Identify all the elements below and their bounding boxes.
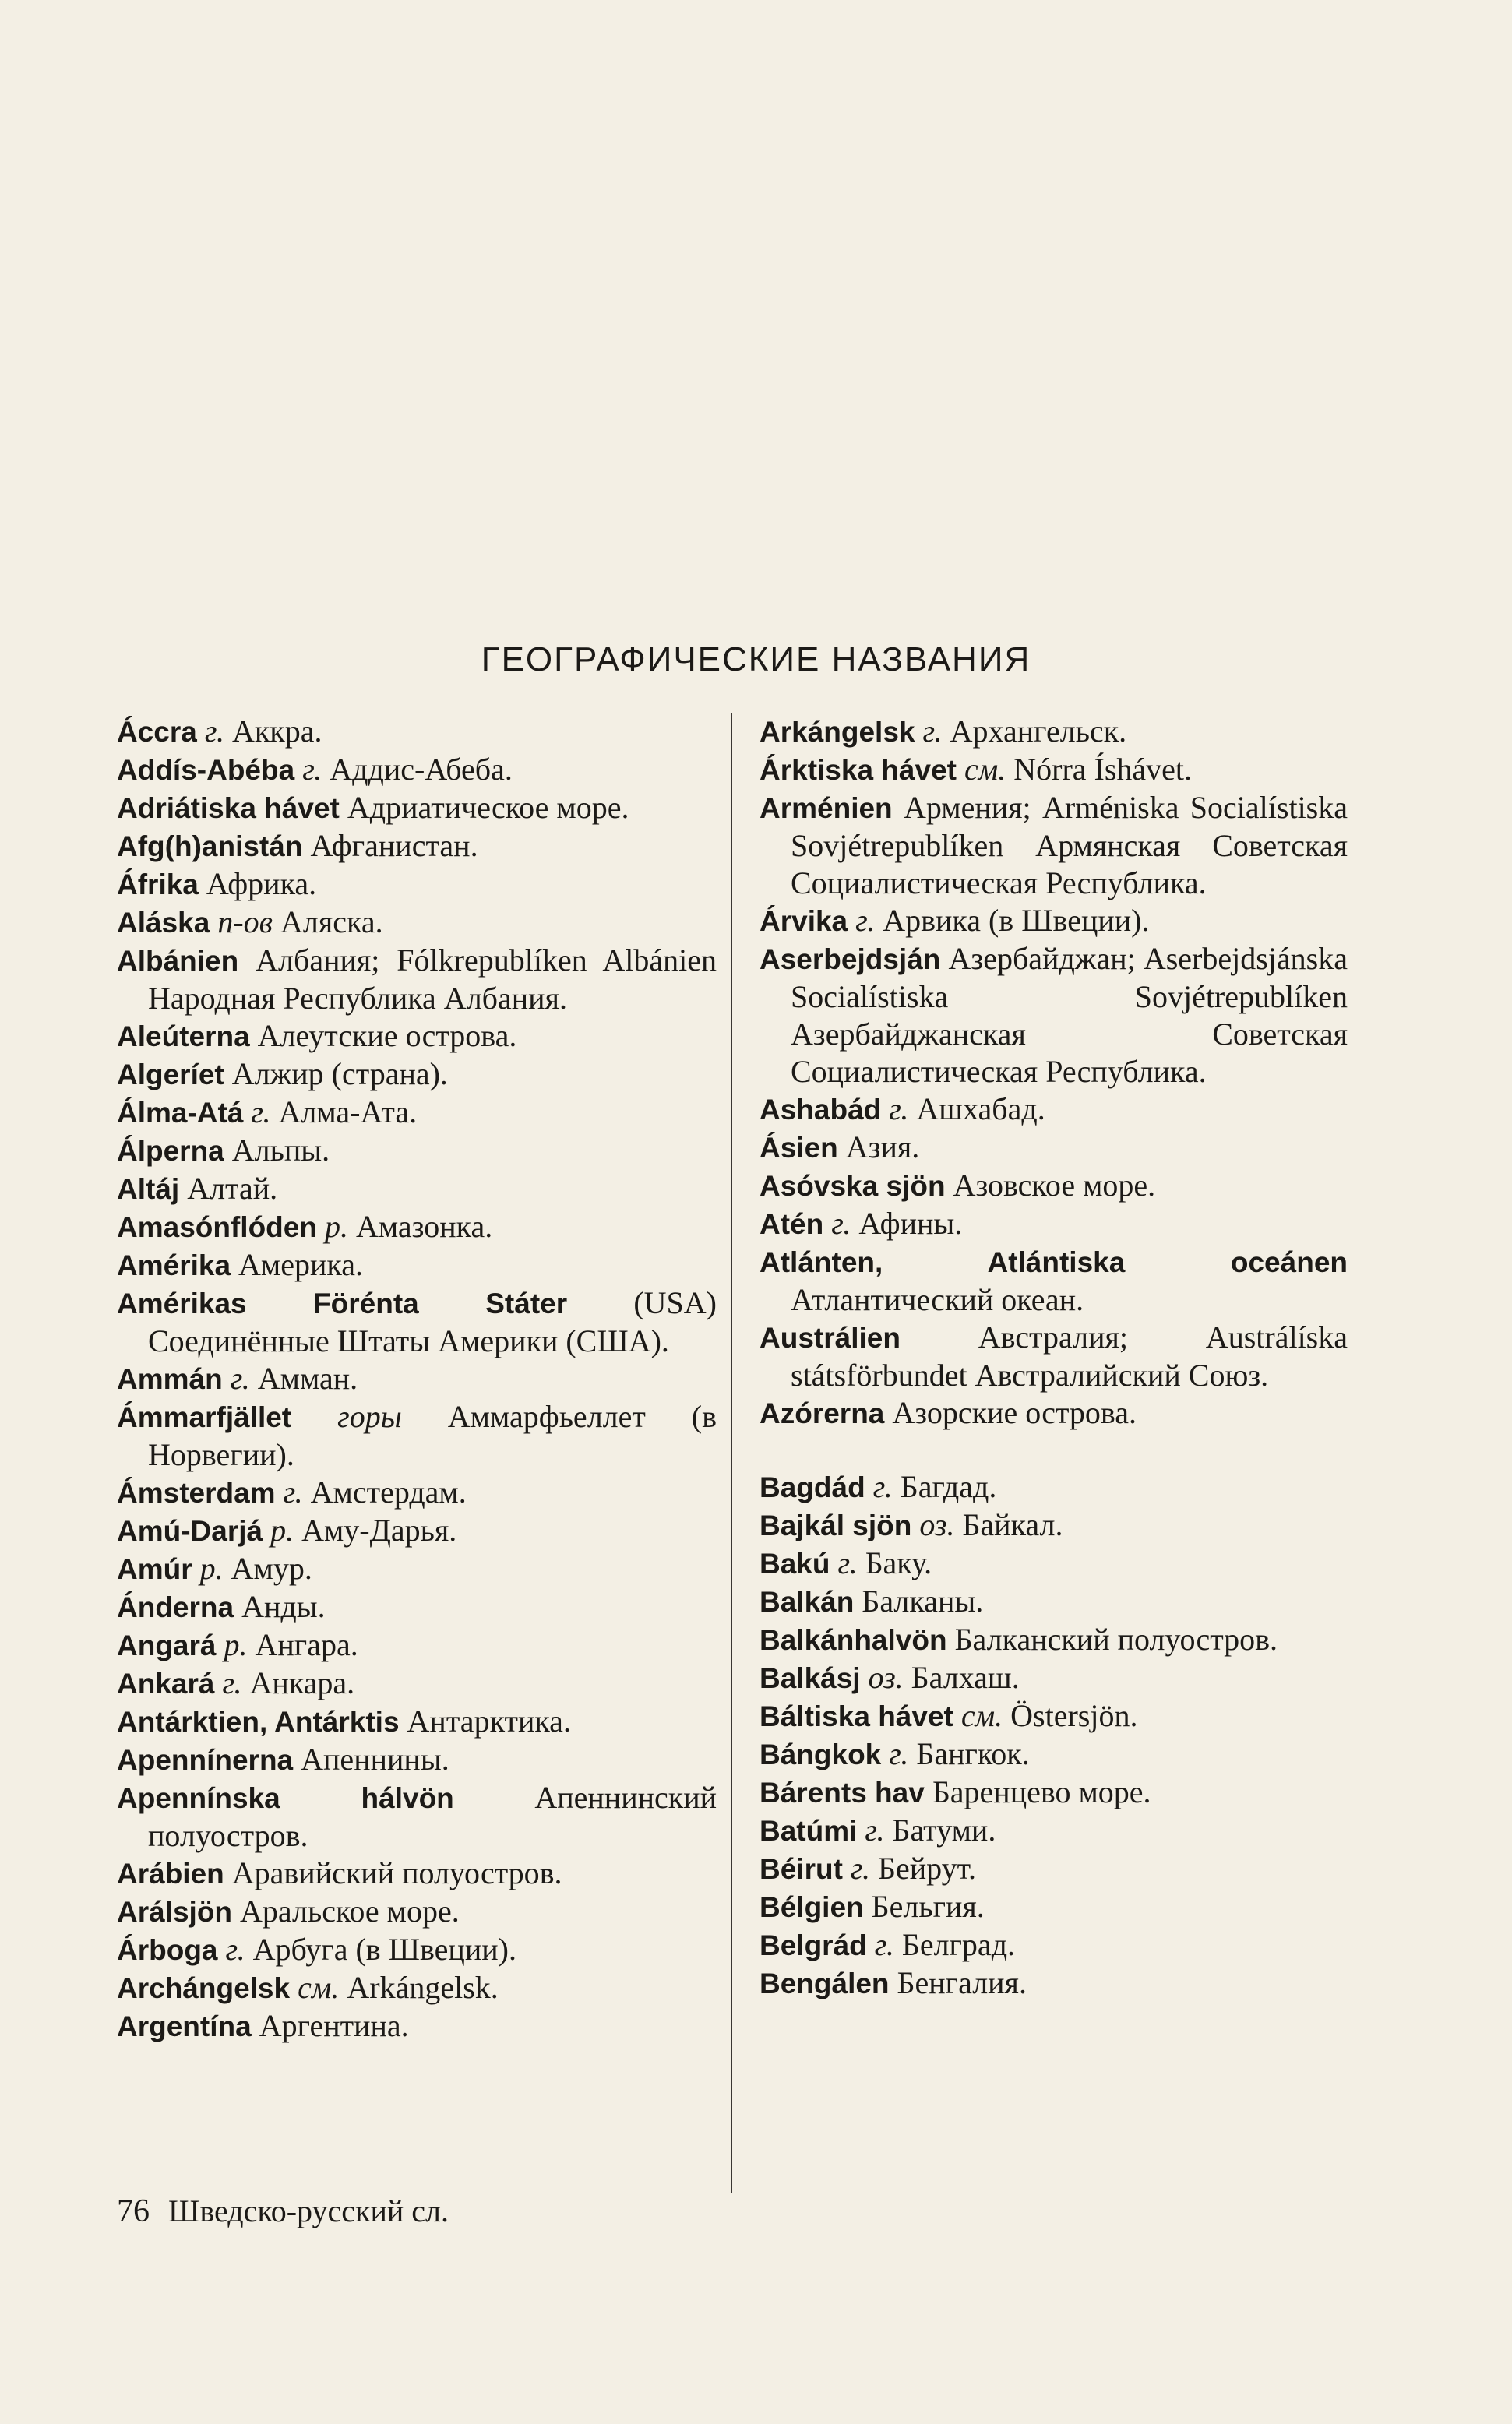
entry-translation: Африка. bbox=[206, 866, 317, 901]
entry-headword: Amasónflóden bbox=[117, 1211, 317, 1243]
entry-translation: Апеннинский полуостров. bbox=[148, 1780, 717, 1853]
entry-headword: Bángkok bbox=[760, 1739, 882, 1770]
entry-abbreviation: г. bbox=[204, 713, 224, 749]
dictionary-entry bbox=[117, 1550, 717, 1588]
dictionary-entry bbox=[760, 713, 1348, 751]
entry-translation: Австралия; Austrálíska státsförbundet Австралийский Союз. bbox=[791, 1319, 1348, 1393]
entry-translation: Афганистан. bbox=[310, 828, 478, 863]
dictionary-entry bbox=[117, 1741, 717, 1779]
entry-headword: Argentína bbox=[117, 2010, 252, 2042]
entry-translation: Аккра. bbox=[231, 713, 322, 749]
entry-headword: Bélgien bbox=[760, 1891, 864, 1923]
dictionary-entry bbox=[760, 1888, 1348, 1926]
entry-headword: Atlánten, Atlántiska oceánen bbox=[760, 1246, 1348, 1278]
entry-abbreviation: г. bbox=[889, 1736, 909, 1771]
entry-abbreviation: г. bbox=[302, 752, 322, 787]
entry-headword: Apennínerna bbox=[117, 1744, 294, 1776]
entry-headword: Altáj bbox=[117, 1173, 180, 1205]
entry-abbreviation: г. bbox=[850, 1851, 870, 1886]
entry-headword: Amúr bbox=[117, 1553, 192, 1585]
dictionary-entry bbox=[117, 1055, 717, 1094]
entry-abbreviation: г. bbox=[251, 1094, 271, 1129]
entry-headword: Bagdád bbox=[760, 1471, 865, 1503]
entry-headword: Apennínska hálvön bbox=[117, 1782, 454, 1814]
entry-headword: Bárents hav bbox=[760, 1777, 925, 1809]
entry-headword: Afg(h)anistán bbox=[117, 830, 303, 862]
dictionary-entry bbox=[760, 940, 1348, 1090]
entry-headword: Bengálen bbox=[760, 1968, 890, 1999]
dictionary-entry bbox=[117, 1094, 717, 1132]
entry-translation: Арвика (в Швеции). bbox=[883, 903, 1150, 938]
entry-headword: Ankará bbox=[117, 1668, 215, 1700]
entry-translation: Балканский полуостров. bbox=[954, 1622, 1278, 1657]
entry-headword: Balkán bbox=[760, 1586, 855, 1618]
entry-headword: Balkásj bbox=[760, 1662, 861, 1694]
entry-headword: Áfrika bbox=[117, 868, 199, 900]
dictionary-entry bbox=[760, 1697, 1348, 1735]
entry-translation: Азия. bbox=[845, 1129, 920, 1164]
entry-headword: Amú-Darjá bbox=[117, 1515, 263, 1547]
entry-translation: Балканы. bbox=[862, 1584, 984, 1619]
page-heading: ГЕОГРАФИЧЕСКИЕ НАЗВАНИЯ bbox=[481, 640, 1031, 678]
entry-headword: Béirut bbox=[760, 1853, 843, 1885]
entry-translation: Nórra Íshávet. bbox=[1013, 752, 1193, 787]
entry-headword: Ammán bbox=[117, 1363, 223, 1395]
entry-headword: Aláska bbox=[117, 907, 210, 939]
entry-abbreviation: г. bbox=[837, 1545, 858, 1580]
entry-translation: Бангкок. bbox=[916, 1736, 1030, 1771]
right-column bbox=[760, 713, 1348, 2003]
dictionary-entry bbox=[760, 1167, 1348, 1205]
dictionary-entry bbox=[760, 1659, 1348, 1697]
entry-abbreviation: г. bbox=[865, 1813, 885, 1848]
entry-translation: Багдад. bbox=[900, 1469, 997, 1504]
entry-translation: Азовское море. bbox=[953, 1168, 1156, 1203]
entry-translation: Альпы. bbox=[231, 1133, 330, 1168]
entry-translation: Алма-Ата. bbox=[278, 1094, 418, 1129]
entry-headword: Ámsterdam bbox=[117, 1477, 276, 1509]
dictionary-entry bbox=[117, 865, 717, 904]
entry-headword: Atén bbox=[760, 1208, 824, 1240]
dictionary-entry bbox=[760, 1850, 1348, 1888]
dictionary-entry bbox=[117, 789, 717, 827]
entry-translation: Америка. bbox=[238, 1247, 363, 1282]
entry-headword: Aserbejdsján bbox=[760, 943, 941, 975]
entry-headword: Ashabád bbox=[760, 1094, 882, 1126]
entry-headword: Amérika bbox=[117, 1249, 231, 1281]
entry-abbreviation: см. bbox=[964, 752, 1006, 787]
entry-translation: Бенгалия. bbox=[897, 1965, 1027, 2000]
dictionary-entry bbox=[117, 1398, 717, 1474]
dictionary-entry bbox=[117, 1284, 717, 1360]
dictionary-entry bbox=[760, 1319, 1348, 1394]
left-column bbox=[117, 713, 717, 2045]
dictionary-entry bbox=[760, 1090, 1348, 1129]
entry-abbreviation: р. bbox=[270, 1513, 294, 1548]
entry-abbreviation: г. bbox=[922, 713, 943, 749]
dictionary-entry bbox=[117, 1512, 717, 1550]
entry-translation: Амазонка. bbox=[355, 1209, 493, 1244]
page-number: 76 bbox=[117, 2193, 150, 2229]
dictionary-entry bbox=[760, 1964, 1348, 2003]
dictionary-entry bbox=[760, 902, 1348, 940]
entry-translation: Атлантический океан. bbox=[791, 1282, 1084, 1317]
dictionary-entry bbox=[117, 1132, 717, 1170]
entry-headword: Arábien bbox=[117, 1858, 224, 1890]
entry-abbreviation: г. bbox=[889, 1091, 909, 1126]
entry-translation: Афины. bbox=[858, 1206, 963, 1241]
dictionary-entry bbox=[760, 1205, 1348, 1243]
entry-translation: Аммарфьеллет (в Норвегии). bbox=[148, 1399, 717, 1472]
dictionary-entry bbox=[117, 904, 717, 942]
dictionary-entry bbox=[760, 751, 1348, 789]
entry-headword: Árktiska hávet bbox=[760, 754, 957, 786]
entry-translation: Аляска. bbox=[280, 904, 383, 939]
dictionary-entry bbox=[117, 713, 717, 751]
entry-headword: Aleúterna bbox=[117, 1020, 250, 1052]
entry-translation: Байкал. bbox=[962, 1507, 1063, 1542]
entry-headword: Bajkál sjön bbox=[760, 1510, 912, 1541]
entry-headword: Addís-Abéba bbox=[117, 754, 295, 786]
dictionary-entry bbox=[117, 1208, 717, 1246]
dictionary-entry bbox=[117, 1170, 717, 1208]
dictionary-entry bbox=[117, 751, 717, 789]
entry-abbreviation: см. bbox=[298, 1970, 340, 2005]
entry-translation: Аму-Дарья. bbox=[301, 1513, 457, 1548]
entry-headword: Álma-Atá bbox=[117, 1097, 244, 1129]
entry-headword: Ánderna bbox=[117, 1591, 234, 1623]
entry-abbreviation: см. bbox=[960, 1698, 1003, 1733]
entry-translation: Армения; Arméniska Socialístiska Sovjétrepublíken Армянская Советская Социалистическая Республика. bbox=[791, 790, 1348, 900]
entry-abbreviation: р. bbox=[324, 1209, 348, 1244]
footer-signature: Шведско-русский сл. bbox=[168, 2193, 449, 2228]
dictionary-entry bbox=[760, 1583, 1348, 1621]
entry-abbreviation: оз. bbox=[868, 1660, 904, 1695]
dictionary-entry bbox=[117, 827, 717, 865]
entry-headword: Antárktien, Antárktis bbox=[117, 1706, 400, 1738]
entry-translation: Апеннины. bbox=[301, 1742, 449, 1777]
dictionary-entry bbox=[117, 1246, 717, 1284]
entry-translation: Азорские острова. bbox=[892, 1395, 1137, 1430]
entry-abbreviation: г. bbox=[855, 903, 876, 938]
dictionary-entry bbox=[117, 1588, 717, 1626]
entry-abbreviation: г. bbox=[230, 1361, 250, 1396]
entry-translation: Арбуга (в Швеции). bbox=[252, 1932, 516, 1967]
dictionary-entry bbox=[760, 1394, 1348, 1432]
entry-headword: Áccra bbox=[117, 716, 197, 748]
entry-translation: Баку. bbox=[865, 1545, 932, 1580]
entry-headword: Adriátiska hávet bbox=[117, 792, 340, 824]
entry-translation: Аральское море. bbox=[240, 1894, 460, 1929]
entry-headword: Balkánhalvön bbox=[760, 1624, 947, 1656]
entry-headword: Ámmarfjället bbox=[117, 1401, 292, 1433]
entry-headword: Árboga bbox=[117, 1934, 218, 1966]
section-gap bbox=[760, 1432, 1348, 1468]
entry-translation: Алеутские острова. bbox=[257, 1018, 517, 1053]
entry-headword: Arálsjön bbox=[117, 1896, 233, 1928]
entry-abbreviation: горы bbox=[337, 1399, 402, 1434]
entry-abbreviation: п-ов bbox=[217, 904, 273, 939]
entry-translation: Алтай. bbox=[187, 1171, 278, 1206]
dictionary-entry bbox=[117, 1474, 717, 1512]
dictionary-entry bbox=[117, 1626, 717, 1665]
entry-translation: Ашхабад. bbox=[916, 1091, 1045, 1126]
entry-headword: Bakú bbox=[760, 1548, 830, 1580]
entry-headword: Albánien bbox=[117, 945, 239, 977]
entry-headword: Belgrád bbox=[760, 1929, 867, 1961]
entry-headword: Báltiska hávet bbox=[760, 1700, 953, 1732]
entry-headword: Angará bbox=[117, 1630, 217, 1661]
column-divider bbox=[731, 713, 732, 2193]
entry-headword: Asóvska sjön bbox=[760, 1170, 946, 1202]
entry-translation: Аравийский полуостров. bbox=[231, 1855, 562, 1890]
entry-translation: Батуми. bbox=[892, 1813, 996, 1848]
dictionary-entry bbox=[117, 1703, 717, 1741]
dictionary-entry bbox=[760, 789, 1348, 902]
entry-headword: Arménien bbox=[760, 792, 893, 824]
entry-translation: Амстердам. bbox=[310, 1474, 467, 1510]
dictionary-entry bbox=[760, 1468, 1348, 1506]
entry-translation: Аддис-Абеба. bbox=[330, 752, 513, 787]
dictionary-entry bbox=[117, 1779, 717, 1855]
entry-translation: Ангара. bbox=[255, 1627, 358, 1662]
dictionary-entry bbox=[117, 942, 717, 1017]
entry-translation: Албания; Fólkrepublíken Albánien Народная Республика Албания. bbox=[148, 942, 717, 1016]
entry-headword: Batúmi bbox=[760, 1815, 858, 1847]
right-column-b-section bbox=[760, 1468, 1348, 2003]
entry-abbreviation: г. bbox=[872, 1469, 893, 1504]
dictionary-entry bbox=[117, 1969, 717, 2007]
dictionary-entry bbox=[760, 1129, 1348, 1167]
dictionary-entry bbox=[117, 2007, 717, 2045]
entry-abbreviation: оз. bbox=[919, 1507, 955, 1542]
entry-translation: Амур. bbox=[231, 1551, 312, 1586]
entry-translation: Балхаш. bbox=[911, 1660, 1020, 1695]
entry-translation: Анкара. bbox=[249, 1665, 355, 1700]
entry-abbreviation: г. bbox=[283, 1474, 303, 1510]
entry-translation: Антарктика. bbox=[407, 1703, 571, 1739]
dictionary-entry bbox=[117, 1855, 717, 1893]
entry-headword: Árvika bbox=[760, 905, 848, 937]
page-footer bbox=[117, 2193, 449, 2230]
dictionary-entry bbox=[117, 1017, 717, 1055]
dictionary-entry bbox=[760, 1621, 1348, 1659]
dictionary-entry bbox=[760, 1545, 1348, 1583]
entry-headword: Álperna bbox=[117, 1135, 224, 1167]
right-column-a-section bbox=[760, 713, 1348, 1432]
entry-headword: Ásien bbox=[760, 1132, 838, 1164]
entry-abbreviation: г. bbox=[222, 1665, 242, 1700]
dictionary-entry bbox=[760, 1812, 1348, 1850]
entry-abbreviation: г. bbox=[874, 1927, 894, 1962]
entry-translation: Адриатическое море. bbox=[347, 790, 629, 825]
dictionary-entry bbox=[117, 1893, 717, 1931]
dictionary-entry bbox=[760, 1506, 1348, 1545]
entry-translation: Анды. bbox=[241, 1589, 326, 1624]
entry-headword: Austrálien bbox=[760, 1322, 901, 1354]
entry-translation: Алжир (страна). bbox=[231, 1056, 448, 1091]
dictionary-entry bbox=[760, 1735, 1348, 1774]
dictionary-entry bbox=[760, 1926, 1348, 1964]
dictionary-entry bbox=[117, 1360, 717, 1398]
entry-abbreviation: р. bbox=[199, 1551, 224, 1586]
entry-translation: (USA) Соединённые Штаты Америки (США). bbox=[148, 1285, 717, 1358]
entry-headword: Amérikas Förénta Státer bbox=[117, 1288, 568, 1319]
dictionary-entry bbox=[760, 1774, 1348, 1812]
entry-translation: Амман. bbox=[257, 1361, 358, 1396]
entry-abbreviation: р. bbox=[224, 1627, 248, 1662]
entry-translation: Östersjön. bbox=[1010, 1698, 1138, 1733]
dictionary-entry bbox=[760, 1243, 1348, 1319]
dictionary-entry bbox=[117, 1931, 717, 1969]
entry-translation: Азербайджан; Aserbejdsjánska Socialístiska Sovjétrepublíken Азербайджанская Советская Социалистическая Республика. bbox=[791, 941, 1348, 1089]
entry-translation: Бейрут. bbox=[877, 1851, 977, 1886]
entry-abbreviation: г. bbox=[225, 1932, 245, 1967]
entry-headword: Azórerna bbox=[760, 1397, 885, 1429]
entry-translation: Arkángelsk. bbox=[347, 1970, 499, 2005]
entry-translation: Бельгия. bbox=[871, 1889, 985, 1924]
entry-abbreviation: г. bbox=[831, 1206, 851, 1241]
entry-headword: Archángelsk bbox=[117, 1972, 291, 2004]
dictionary-entry bbox=[117, 1665, 717, 1703]
entry-translation: Архангельск. bbox=[950, 713, 1127, 749]
entry-headword: Arkángelsk bbox=[760, 716, 915, 748]
entry-translation: Белград. bbox=[901, 1927, 1016, 1962]
entry-headword: Algeríet bbox=[117, 1059, 224, 1090]
entry-translation: Аргентина. bbox=[259, 2008, 409, 2043]
entry-translation: Баренцево море. bbox=[932, 1774, 1151, 1809]
